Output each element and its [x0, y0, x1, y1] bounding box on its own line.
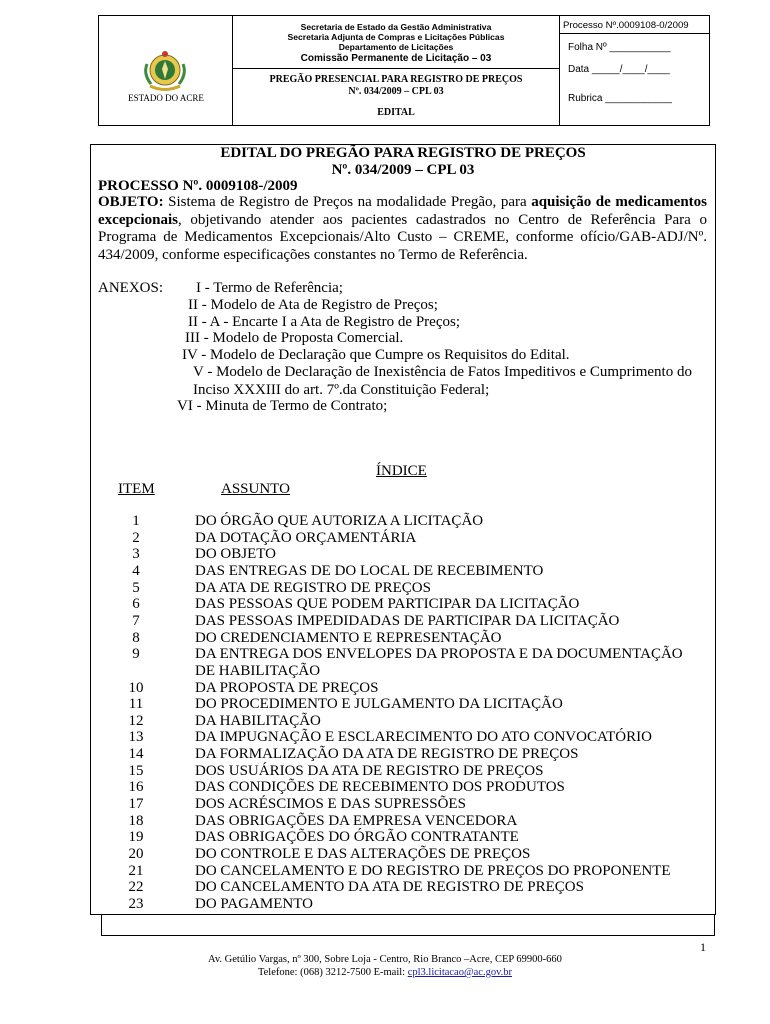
- state-name: ESTADO DO ACRE: [128, 93, 204, 103]
- index-item-number: 10: [128, 679, 144, 696]
- anexo-item: II - A - Encarte I a Ata de Registro de Preços;: [188, 314, 460, 330]
- index-item-subject: DO OBJETO: [195, 546, 276, 563]
- index-item-subject: DA IMPUGNAÇÃO E ESCLARECIMENTO DO ATO CONVOCATÓRIO: [195, 729, 652, 746]
- footer-address: Av. Getúlio Vargas, nº 300, Sobre Loja - Centro, Rio Branco –Acre, CEP 69900-660: [208, 954, 562, 965]
- state-coat-of-arms-icon: [139, 46, 191, 98]
- index-item-subject: DOS ACRÉSCIMOS E DAS SUPRESSÕES: [195, 796, 466, 813]
- index-item-number: 23: [128, 895, 144, 912]
- index-item-subject: DAS ENTREGAS DE DO LOCAL DE RECEBIMENTO: [195, 562, 544, 579]
- content-frame-shadow: [101, 915, 715, 936]
- anexo-item: II - Modelo de Ata de Registro de Preços;: [188, 297, 438, 313]
- anexo-item: I - Termo de Referência;: [196, 280, 343, 296]
- index-item-number: 13: [128, 729, 144, 746]
- header-pregao-title: PREGÃO PRESENCIAL PARA REGISTRO DE PREÇOS: [269, 74, 523, 85]
- header-rubrica-field: Rubrica ____________: [568, 93, 672, 104]
- header-emblem-cell: [99, 16, 233, 125]
- document-title: EDITAL DO PREGÃO PARA REGISTRO DE PREÇOS: [220, 145, 586, 161]
- index-item-subject: DO PROCEDIMENTO E JULGAMENTO DA LICITAÇÃO: [195, 696, 563, 713]
- index-item-subject: DO CREDENCIAMENTO E REPRESENTAÇÃO: [195, 629, 502, 646]
- institution-line-1: Secretaria de Estado da Gestão Administrativa: [300, 22, 492, 32]
- footer-email-link[interactable]: cpl3.licitacao@ac.gov.br: [407, 967, 513, 978]
- index-item-number: 9: [132, 646, 140, 663]
- document-header: [98, 15, 710, 126]
- anexo-item: VI - Minuta de Termo de Contrato;: [177, 398, 388, 414]
- index-item-number: 14: [128, 746, 144, 763]
- anexos-label: ANEXOS:: [98, 280, 164, 296]
- index-item-number: 17: [128, 796, 144, 813]
- index-item-subject-continued: DE HABILITAÇÃO: [195, 662, 321, 679]
- objeto-highlight: aquisição de medicamentos excepcionais: [98, 194, 707, 228]
- index-item-number: 11: [128, 696, 144, 713]
- header-pregao-number: Nº. 034/2009 – CPL 03: [348, 85, 444, 97]
- index-item-subject: DAS CONDIÇÕES DE RECEBIMENTO DOS PRODUTOS: [195, 779, 565, 796]
- index-title: ÍNDICE: [376, 463, 427, 479]
- header-processo-number: Processo Nº.0009108-0/2009: [563, 20, 689, 31]
- index-item-number: 4: [132, 562, 140, 579]
- objeto-text-2: , objetivando atender aos pacientes cadastrados no Centro de Referência Para o Programa de Medicamentos Excepcionais/Alto Custo – CREME, conforme ofício/GAB-ADJ/Nº. 434/2009, conforme especificações constantes no Termo de Referência.: [98, 211, 707, 263]
- anexo-item: III - Modelo de Proposta Comercial.: [185, 330, 404, 346]
- index-item-number: 3: [132, 546, 140, 563]
- index-item-number: 2: [132, 529, 140, 546]
- header-institution-cell: [233, 16, 560, 125]
- header-control-divider: [560, 33, 709, 34]
- institution-line-4: Comissão Permanente de Licitação – 03: [300, 53, 492, 64]
- objeto-paragraph: [98, 194, 707, 264]
- index-item-subject: DA FORMALIZAÇÃO DA ATA DE REGISTRO DE PREÇOS: [195, 746, 579, 763]
- header-divider: [233, 68, 559, 69]
- index-item-number: 18: [128, 812, 144, 829]
- header-control-cell: [560, 16, 709, 125]
- index-item-subject: DA ENTREGA DOS ENVELOPES DA PROPOSTA E DA DOCUMENTAÇÃO: [195, 646, 683, 663]
- index-item-number: 19: [128, 829, 144, 846]
- index-item-subject: DA HABILITAÇÃO: [195, 712, 321, 729]
- index-item-number: 16: [128, 779, 144, 796]
- header-data-field: Data _____/____/____: [568, 64, 670, 75]
- index-item-number: 8: [132, 629, 140, 646]
- index-item-subject: DAS PESSOAS QUE PODEM PARTICIPAR DA LICITAÇÃO: [195, 596, 580, 613]
- index-item-number: 20: [128, 846, 144, 862]
- header-folha-field: Folha Nº ___________: [568, 42, 671, 53]
- index-item-number: 1: [132, 513, 140, 529]
- institution-line-2: Secretaria Adjunta de Compras e Licitações Públicas: [287, 32, 505, 42]
- index-item-number: 5: [132, 579, 140, 596]
- anexo-item: IV - Modelo de Declaração que Cumpre os Requisitos do Edital.: [182, 347, 570, 363]
- index-item-subject: DO CANCELAMENTO E DO REGISTRO DE PREÇOS DO PROPONENTE: [195, 862, 671, 879]
- header-edital-label: EDITAL: [377, 107, 415, 118]
- page-number: 1: [700, 940, 706, 954]
- index-item-subject: DA PROPOSTA DE PREÇOS: [195, 679, 379, 696]
- index-item-subject: DO ÓRGÃO QUE AUTORIZA A LICITAÇÃO: [195, 513, 484, 529]
- index-item-subject: DAS OBRIGAÇÕES DO ÓRGÃO CONTRATANTE: [195, 829, 519, 846]
- index-item-subject: DA ATA DE REGISTRO DE PREÇOS: [195, 579, 431, 596]
- index-item-number: 21: [128, 862, 144, 879]
- index-item-subject: DAS PESSOAS IMPEDIDADAS DE PARTICIPAR DA LICITAÇÃO: [195, 612, 620, 629]
- processo-number: PROCESSO Nº. 0009108-/2009: [98, 178, 298, 194]
- index-col-item-header: ITEM: [118, 481, 155, 497]
- index-item-subject: DAS OBRIGAÇÕES DA EMPRESA VENCEDORA: [195, 812, 518, 829]
- footer-contact: [0, 967, 770, 978]
- index-item-number: 6: [132, 596, 140, 613]
- objeto-text-1: Sistema de Registro de Preços na modalidade Pregão, para: [163, 194, 532, 210]
- index-col-assunto-header: ASSUNTO: [221, 481, 290, 497]
- index-item-subject: DOS USUÁRIOS DA ATA DE REGISTRO DE PREÇOS: [195, 762, 544, 779]
- index-item-number: 22: [128, 879, 144, 896]
- institution-line-3: Departamento de Licitações: [338, 42, 454, 52]
- index-item-number: 15: [128, 762, 144, 779]
- index-item-subject: DO CONTROLE E DAS ALTERAÇÕES DE PREÇOS: [195, 846, 531, 862]
- anexo-item: V - Modelo de Declaração de Inexistência de Fatos Impeditivos e Cumprimento do Inciso XXXIII do art. 7º.da Constituição Federal;: [193, 364, 692, 398]
- index-item-subject: DA DOTAÇÃO ORÇAMENTÁRIA: [195, 529, 417, 546]
- index-item-subject: DO CANCELAMENTO DA ATA DE REGISTRO DE PREÇOS: [195, 879, 584, 896]
- index-item-subject: DO PAGAMENTO: [195, 895, 313, 912]
- footer-phone: Telefone: (068) 3212-7500 E-mail:: [257, 967, 406, 978]
- index-item-number: 7: [132, 612, 140, 629]
- document-number: Nº. 034/2009 – CPL 03: [331, 162, 475, 178]
- objeto-label: OBJETO:: [98, 194, 164, 210]
- index-item-number: 12: [128, 712, 144, 729]
